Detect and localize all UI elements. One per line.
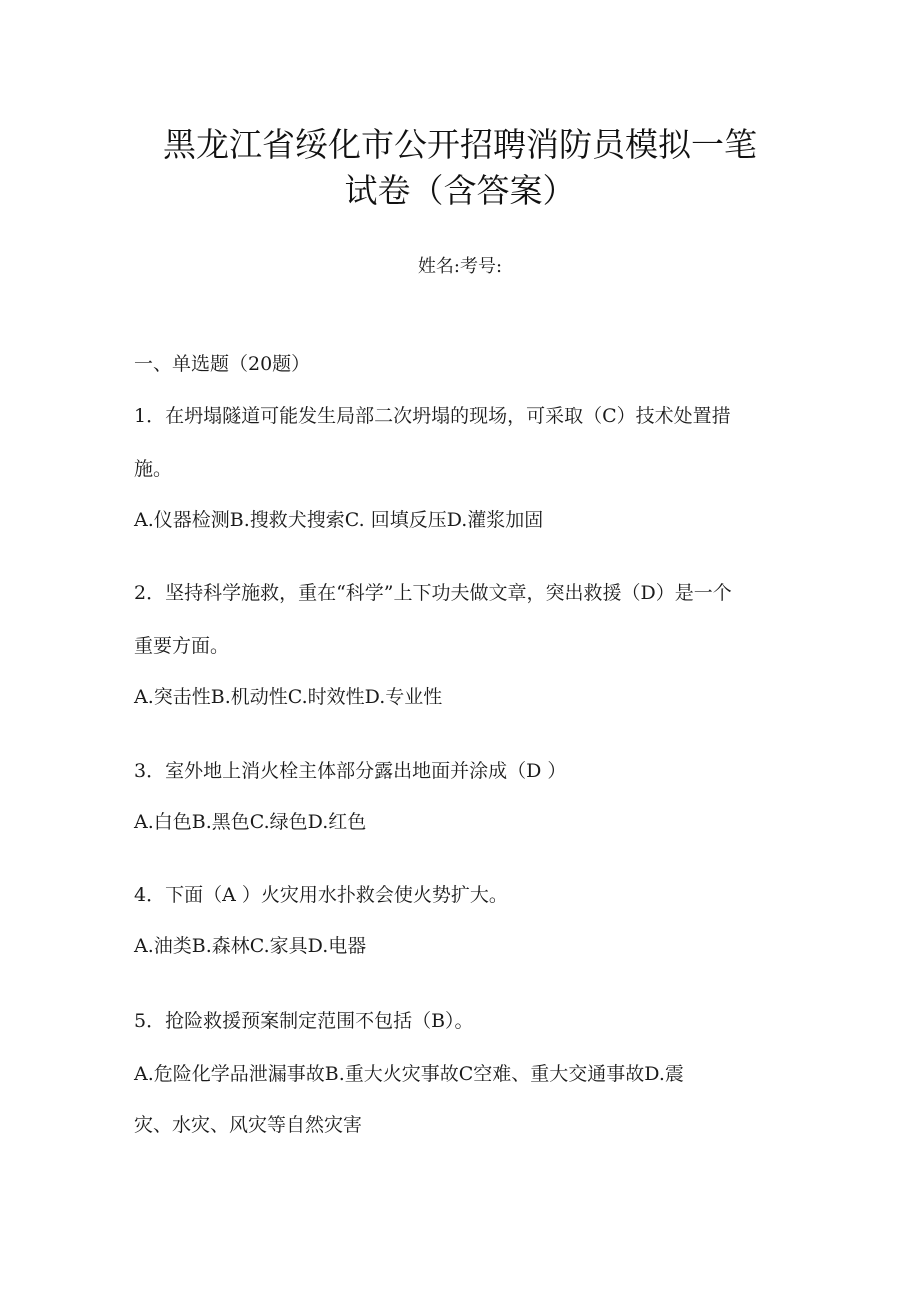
name-exam-number-field: 姓名:考号: [417, 256, 503, 277]
question-options: A.危险化学品泄漏事故B.重大火灾事故C空难、重大交通事故D.震 [134, 1063, 684, 1085]
title-line-1: 黑龙江省绥化市公开招聘消防员模拟一笔 [163, 125, 757, 164]
title-line-2: 试卷（含答案） [344, 171, 576, 210]
question-stem-line: 5．抢险救援预案制定范围不包括（B）。 [134, 1010, 474, 1032]
question-options: A.仪器检测B.搜救犬搜索C. 回填反压D.灌浆加固 [134, 509, 544, 531]
question-options: A.白色B.黑色C.绿色D.红色 [134, 811, 367, 833]
question-stem-line: 重要方面。 [134, 635, 230, 657]
question-options: A.油类B.森林C.家具D.电器 [134, 935, 367, 957]
question-stem-line: 2．坚持科学施救，重在“科学”上下功夫做文章，突出救援（D）是一个 [134, 582, 732, 604]
question-options: A.突击性B.机动性C.时效性D.专业性 [134, 686, 443, 708]
question-stem-line: 4．下面（A ）火灾用水扑救会使火势扩大。 [134, 884, 508, 906]
question-stem-line: 施。 [134, 458, 173, 480]
question-stem-line: 3．室外地上消火栓主体部分露出地面并涂成（D ） [134, 760, 567, 782]
section-heading: 一、单选题（20题） [134, 353, 311, 375]
question-stem-line: 1．在坍塌隧道可能发生局部二次坍塌的现场，可采取（C）技术处置措 [134, 405, 731, 427]
question-options: 灾、水灾、风灾等自然灾害 [134, 1114, 363, 1136]
